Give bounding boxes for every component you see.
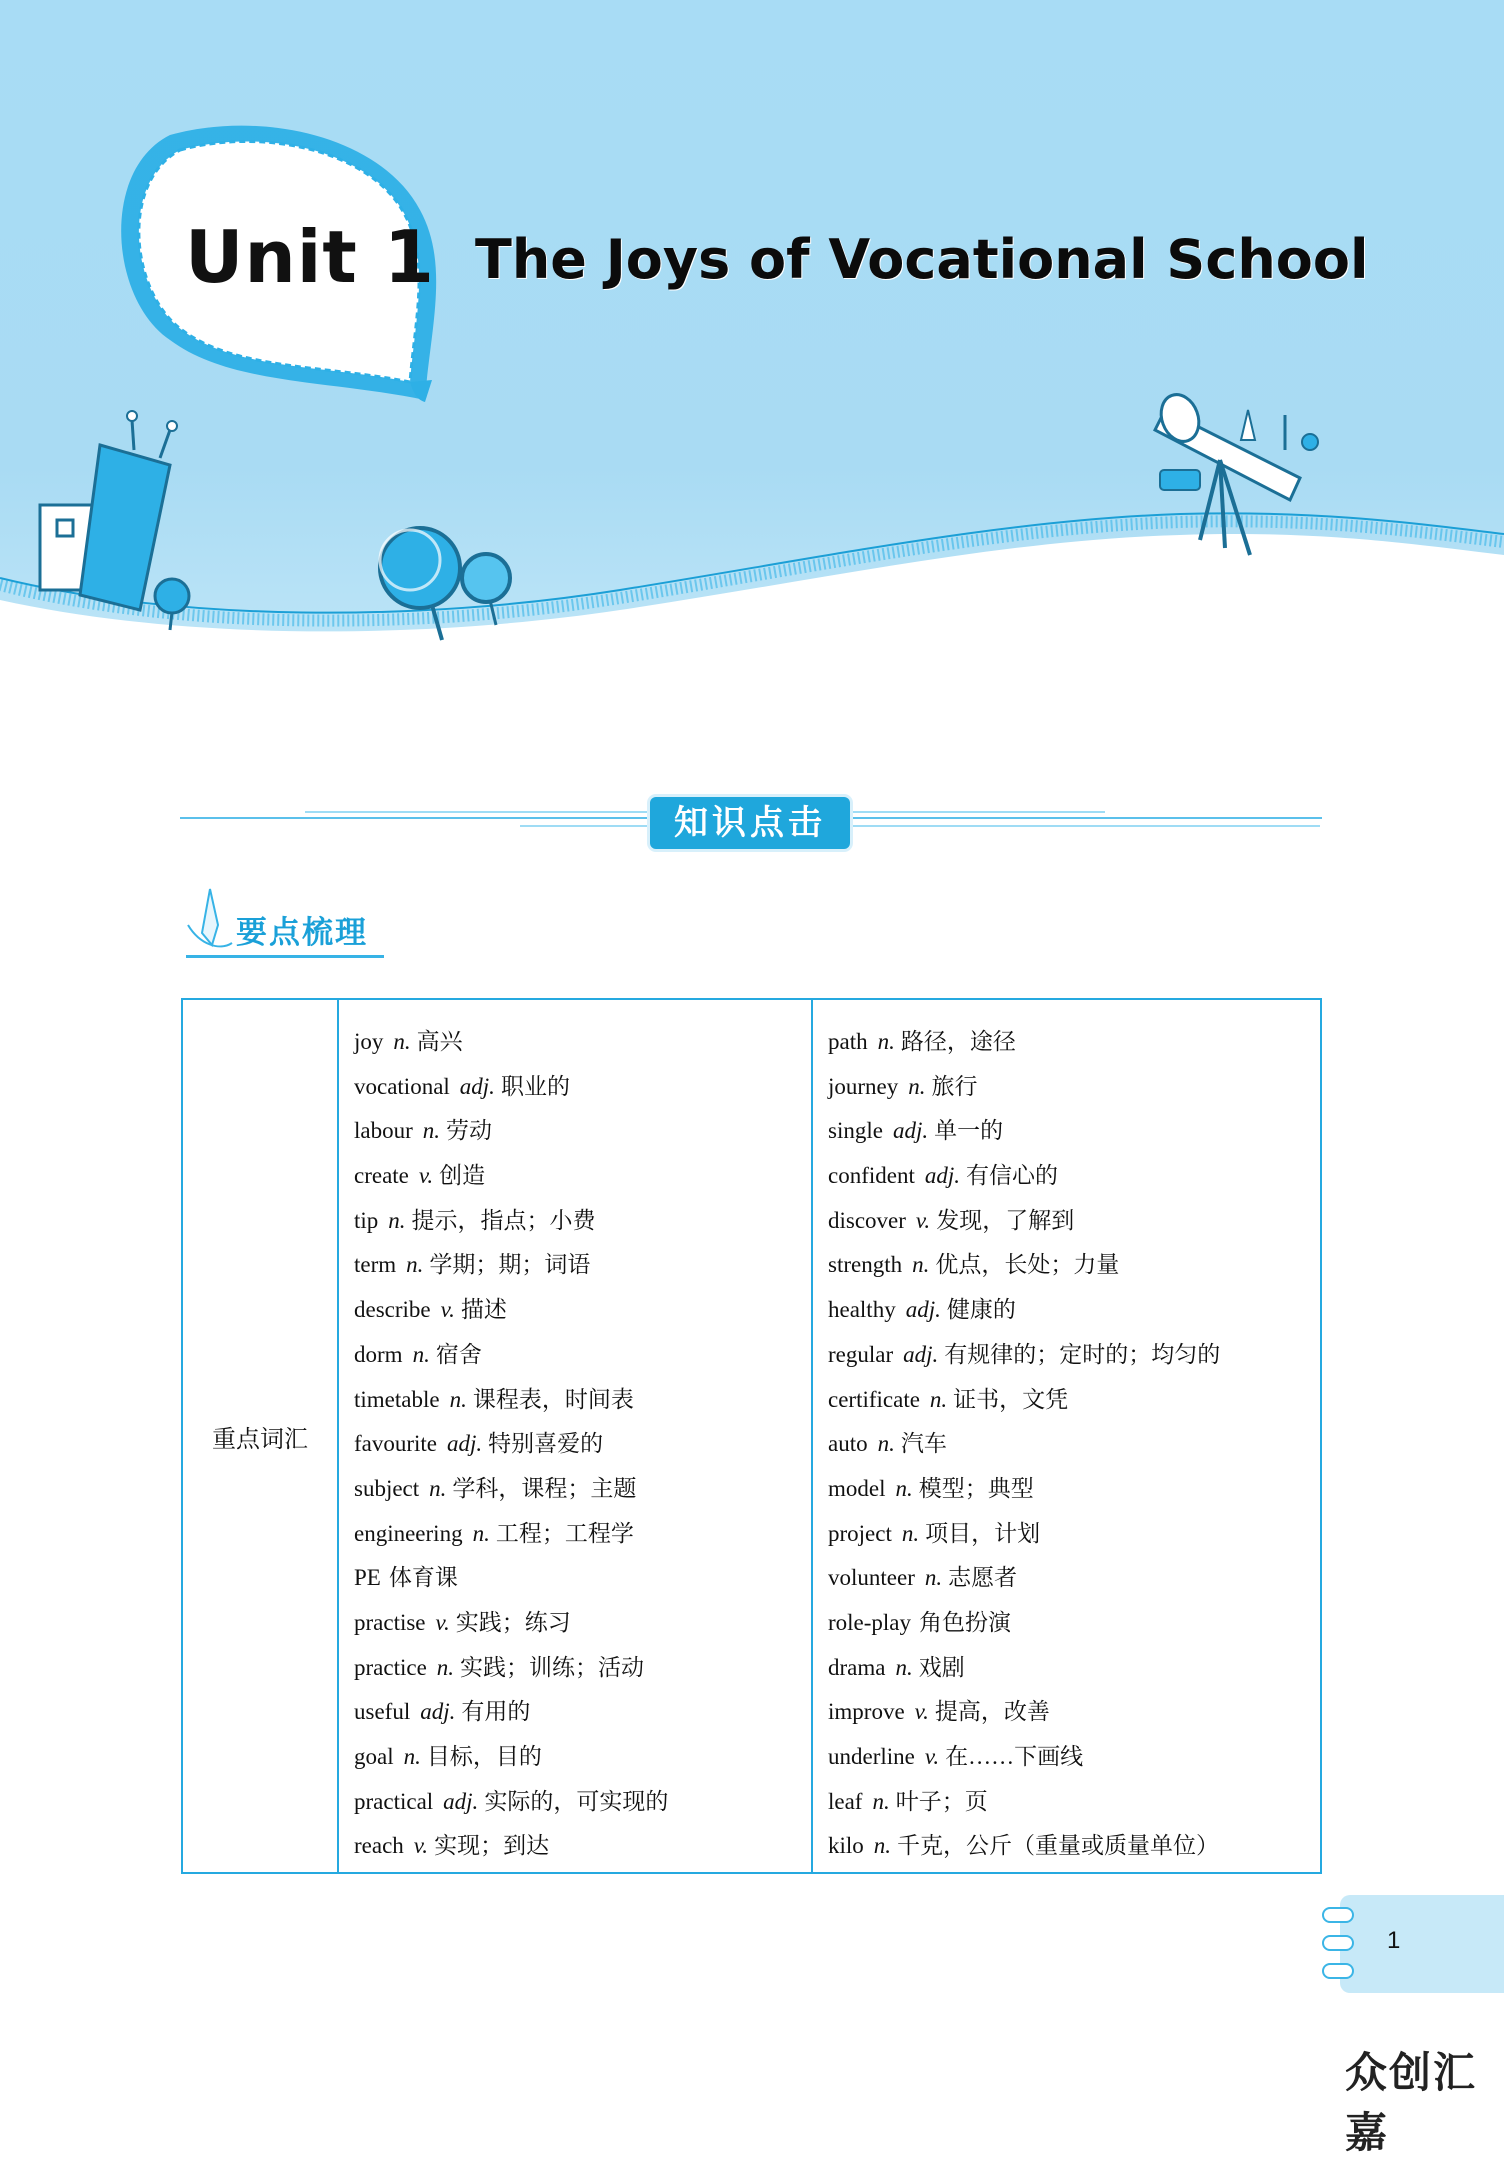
vocab-meaning: 戏剧 [918,1654,965,1680]
vocab-word: drama [828,1654,886,1680]
unit-title: The Joys of Vocational School [475,228,1369,291]
vocab-pos: n. [872,1788,890,1814]
vocab-category: 重点词汇 [183,1000,339,1872]
vocab-word: favourite [354,1431,438,1457]
vocab-entry [354,1199,811,1244]
vocab-meaning: 角色扮演 [919,1609,1012,1635]
vocab-pos: adj. [905,1297,941,1323]
vocab-word: vocational [354,1073,450,1099]
vocab-entry [828,1512,1320,1557]
vocab-meaning: 健康的 [946,1297,1016,1323]
vocab-pos: adj. [924,1163,960,1189]
vocab-entry [828,1601,1320,1646]
vocab-pos: n. [422,1118,441,1144]
vocab-word: joy [354,1029,384,1054]
vocab-pos: adj. [443,1788,479,1814]
vocab-entry [828,1467,1320,1512]
vocab-entry [354,1333,811,1378]
vocab-pos: n. [406,1252,424,1278]
vocab-word: PE [354,1565,381,1591]
vocab-pos: n. [393,1029,411,1054]
vocab-pos: n. [924,1565,943,1591]
vocab-word: leaf [828,1788,863,1814]
vocab-word: practice [354,1654,427,1680]
vocab-entry [828,1154,1320,1199]
vocab-pos: v. [413,1833,429,1859]
vocab-entry [354,1378,811,1423]
vocab-word: labour [354,1118,413,1144]
vocab-entry [354,1824,811,1869]
vocab-word: confident [828,1163,915,1189]
vocab-word: discover [828,1207,906,1233]
vocab-meaning: 描述 [460,1297,507,1323]
vocab-meaning: 模型；典型 [918,1475,1034,1501]
vocab-meaning: 职业的 [500,1073,570,1099]
sub-heading-underline [186,955,384,958]
vocab-entry [828,1199,1320,1244]
vocab-entry [828,1780,1320,1825]
vocab-word: underline [828,1744,915,1769]
vocab-meaning: 有信心的 [966,1163,1058,1189]
vocab-word: regular [828,1341,894,1367]
vocab-pos: n. [908,1073,926,1099]
vocab-entry [354,1735,811,1780]
vocab-column-right [813,1000,1320,1872]
vocab-word: model [828,1475,886,1501]
vocab-word: path [828,1029,868,1054]
vocab-entry [354,1690,811,1735]
vocab-word: engineering [354,1520,463,1546]
vocab-word: healthy [828,1297,896,1323]
vocab-word: dorm [354,1341,403,1367]
vocab-meaning: 实际的，可实现的 [484,1788,669,1814]
vocab-word: single [828,1118,883,1144]
vocab-word: practise [354,1609,426,1635]
vocab-pos: n. [449,1386,467,1412]
vocab-entry [354,1556,811,1601]
vocab-word: certificate [828,1386,920,1412]
vocab-entry [354,1422,811,1467]
vocab-pos: v. [924,1744,940,1769]
vocab-word: journey [828,1073,899,1099]
vocab-entry [354,1288,811,1333]
vocab-entry [828,1020,1320,1065]
vocab-word: useful [354,1699,411,1725]
vocab-meaning: 叶子；页 [895,1788,988,1814]
vocab-entry [828,1646,1320,1691]
vocab-entry [354,1646,811,1691]
vocab-meaning: 旅行 [931,1073,978,1099]
vocab-meaning: 实现；到达 [434,1833,550,1859]
vocab-meaning: 路径，途径 [900,1029,1016,1054]
vocab-entry [828,1556,1320,1601]
vocab-entry [828,1378,1320,1423]
vocab-word: tip [354,1207,379,1233]
vocab-pos: n. [436,1654,455,1680]
pen-icon [180,885,240,957]
vocab-word: volunteer [828,1565,915,1591]
vocab-meaning: 单一的 [934,1118,1004,1144]
vocab-meaning: 证书，文凭 [953,1386,1069,1412]
vocab-pos: n. [895,1475,913,1501]
vocab-meaning: 学期；期；词语 [429,1252,591,1278]
building-icon [40,411,177,610]
vocab-pos: n. [429,1475,447,1501]
vocab-table [181,998,1322,1874]
vocab-word: strength [828,1252,903,1278]
vocab-meaning: 提高，改善 [934,1699,1050,1725]
vocab-pos: n. [472,1520,490,1546]
vocab-meaning: 课程表，时间表 [472,1386,634,1412]
vocab-meaning: 目标，目的 [426,1744,542,1769]
vocab-entry [354,1512,811,1557]
vocab-entry [828,1735,1320,1780]
vocab-meaning: 在……下画线 [945,1744,1084,1769]
vocab-word: improve [828,1699,905,1725]
vocab-pos: adj. [903,1341,939,1367]
vocab-meaning: 工程；工程学 [495,1520,634,1546]
vocab-pos: v. [915,1207,931,1233]
vocab-meaning: 劳动 [446,1118,493,1144]
vocab-pos: adj. [447,1431,483,1457]
vocab-entry [354,1154,811,1199]
telescope-icon [1155,389,1318,555]
vocab-meaning: 实践；训练；活动 [460,1654,645,1680]
section-title: 知识点击 [650,797,850,849]
vocab-word: subject [354,1475,420,1501]
vocab-entry [828,1333,1320,1378]
vocab-word: timetable [354,1386,440,1412]
vocab-meaning: 千克，公斤（重量或质量单位） [897,1833,1220,1859]
vocab-meaning: 创造 [439,1163,486,1189]
vocab-pos: n. [912,1252,930,1278]
vocab-pos: n. [877,1029,895,1054]
vocab-meaning: 提示，指点；小费 [411,1207,596,1233]
unit-label: Unit 1 [185,215,435,299]
vocab-meaning: 学科，课程；主题 [452,1475,637,1501]
vocab-pos: n. [388,1207,406,1233]
vocab-pos: n. [929,1386,948,1412]
vocab-pos: n. [895,1654,913,1680]
vocab-word: reach [354,1833,404,1859]
sub-heading [180,885,385,955]
vocab-meaning: 发现，了解到 [936,1207,1075,1233]
vocab-entry [354,1109,811,1154]
sub-heading-label: 要点梳理 [236,915,368,951]
vocab-meaning: 汽车 [900,1431,947,1457]
vocab-word: create [354,1163,409,1189]
vocab-meaning: 特别喜爱的 [488,1431,604,1457]
vocab-pos: n. [412,1341,430,1367]
vocab-entry [828,1288,1320,1333]
vocab-entry [828,1065,1320,1110]
vocab-entry [354,1065,811,1110]
vocab-meaning: 高兴 [416,1029,463,1054]
vocab-word: goal [354,1744,394,1769]
vocab-meaning: 志愿者 [948,1565,1018,1591]
unit-banner [0,0,1504,670]
vocab-pos: n. [877,1431,895,1457]
vocab-word: auto [828,1431,868,1457]
vocab-entry [354,1243,811,1288]
vocab-word: role-play [828,1609,912,1635]
page-number: 1 [1387,1927,1401,1954]
vocab-pos: v. [440,1297,455,1323]
vocab-pos: n. [901,1520,920,1546]
vocab-entry [354,1020,811,1065]
vocab-word: describe [354,1297,431,1323]
vocab-column-left [339,1000,813,1872]
vocab-entry [828,1422,1320,1467]
banner-illustration [0,0,1504,670]
vocab-pos: adj. [420,1699,456,1725]
vocab-word: kilo [828,1833,864,1859]
watermark: 众创汇嘉 [1345,2048,1478,2157]
vocab-pos: n. [403,1744,421,1769]
vocab-entry [828,1690,1320,1735]
vocab-entry [828,1109,1320,1154]
vocab-word: practical [354,1788,434,1814]
page-number-tab [1340,1895,1504,1993]
vocab-word: project [828,1520,892,1546]
vocab-meaning: 项目，计划 [925,1520,1041,1546]
vocab-entry [828,1824,1320,1869]
vocab-pos: v. [435,1609,450,1635]
vocab-meaning: 优点，长处；力量 [935,1252,1120,1278]
vocab-entry [354,1601,811,1646]
vocab-pos: v. [418,1163,434,1189]
vocab-pos: adj. [892,1118,929,1144]
vocab-pos: n. [873,1833,892,1859]
vocab-meaning: 体育课 [388,1565,458,1591]
vocab-meaning: 有用的 [461,1699,531,1725]
vocab-pos: v. [914,1699,929,1725]
vocab-meaning: 有规律的；定时的；均匀的 [944,1341,1221,1367]
vocab-entry [828,1243,1320,1288]
vocab-word: term [354,1252,397,1278]
vocab-pos: adj. [459,1073,495,1099]
vocab-entry [354,1467,811,1512]
vocab-entry [354,1780,811,1825]
vocab-meaning: 宿舍 [435,1341,482,1367]
vocab-meaning: 实践；练习 [455,1609,571,1635]
